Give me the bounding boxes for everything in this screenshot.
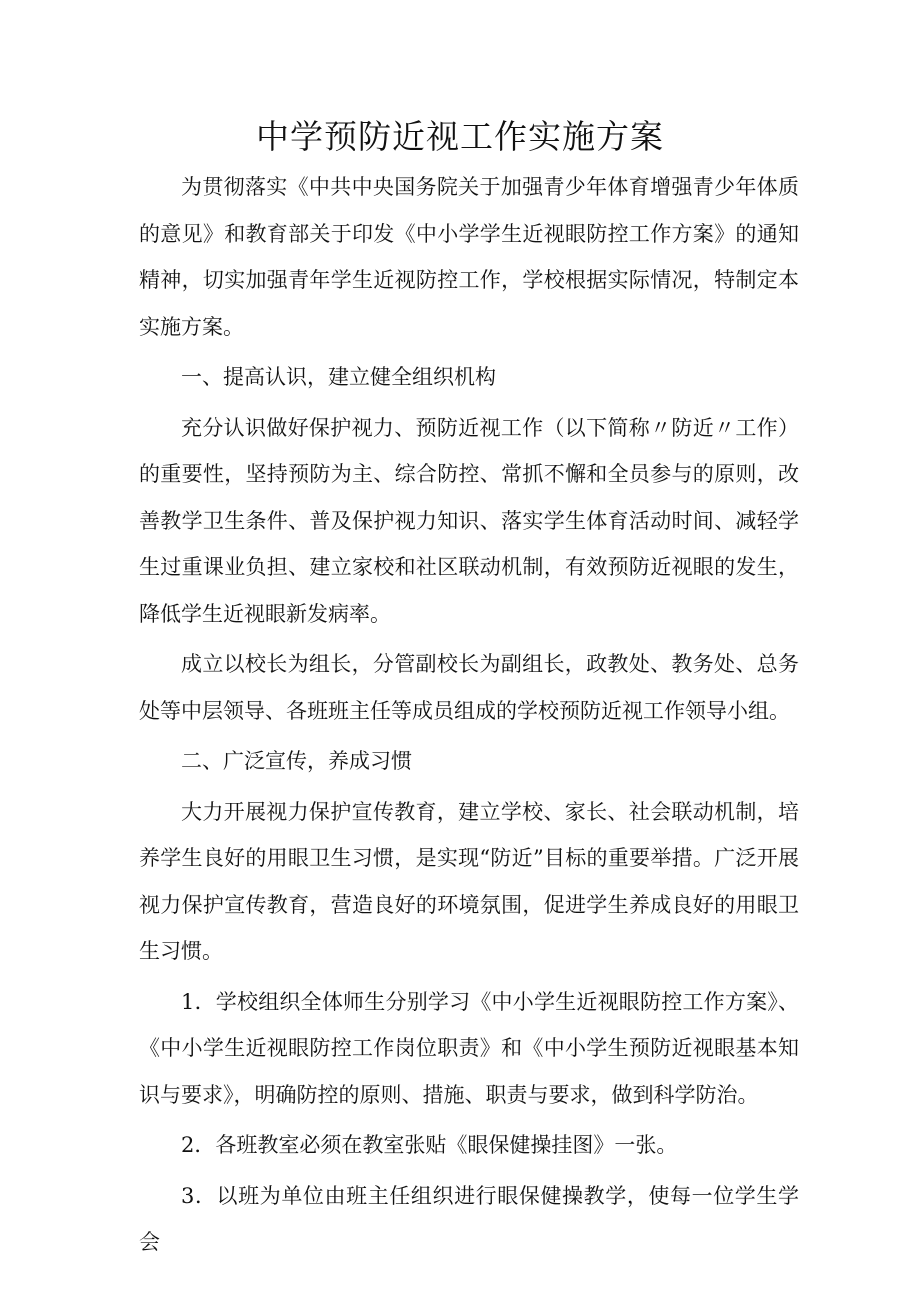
section-2-paragraph-1: 大力开展视力保护宣传教育，建立学校、家长、社会联动机制，培养学生良好的用眼卫生习惯，是实现“防近”目标的重要举措。广泛开展视力保护宣传教育，营造良好的环境氛围，促进学生养成良好的用眼卫生习惯。	[139, 799, 799, 963]
document-title: 中学预防近视工作实施方案	[256, 117, 664, 156]
list-item-3: 3．以班为单位由班主任组织进行眼保健操教学，使每一位学生学会	[139, 1183, 799, 1254]
section-1-paragraph-1: 充分认识做好保护视力、预防近视工作（以下简称〃防近〃工作）的重要性，坚持预防为主、综合防控、常抓不懈和全员参与的原则，改善教学卫生条件、普及保护视力知识、落实学生体育活动时间、减轻学生过重课业负担、建立家校和社区联动机制，有效预防近视眼的发生，降低学生近视眼新发病率。	[139, 415, 799, 626]
section-1-paragraph-2: 成立以校长为组长，分管副校长为副组长，政教处、教务处、总务处等中层领导、各班班主任等成员组成的学校预防近视工作领导小组。	[139, 652, 799, 723]
section-heading-1: 一、提高认识，建立健全组织机构	[181, 365, 496, 389]
list-item-1: 1．学校组织全体师生分别学习《中小学生近视眼防控工作方案》、《中小学生近视眼防控工作岗位职责》和《中小学生预防近视眼基本知识与要求》，明确防控的原则、措施、职责与要求，做到科学防治。	[139, 989, 799, 1107]
document-body	[139, 164, 799, 1266]
section-heading-2: 二、广泛宣传，养成习惯	[181, 749, 412, 773]
intro-paragraph: 为贯彻落实《中共中央国务院关于加强青少年体育增强青少年体质的意见》和教育部关于印发《中小学学生近视眼防控工作方案》的通知精神，切实加强青年学生近视防控工作，学校根据实际情况，特制定本实施方案。	[139, 175, 799, 339]
list-item-2: 2．各班教室必须在教室张贴《眼保健操挂图》一张。	[181, 1133, 678, 1157]
